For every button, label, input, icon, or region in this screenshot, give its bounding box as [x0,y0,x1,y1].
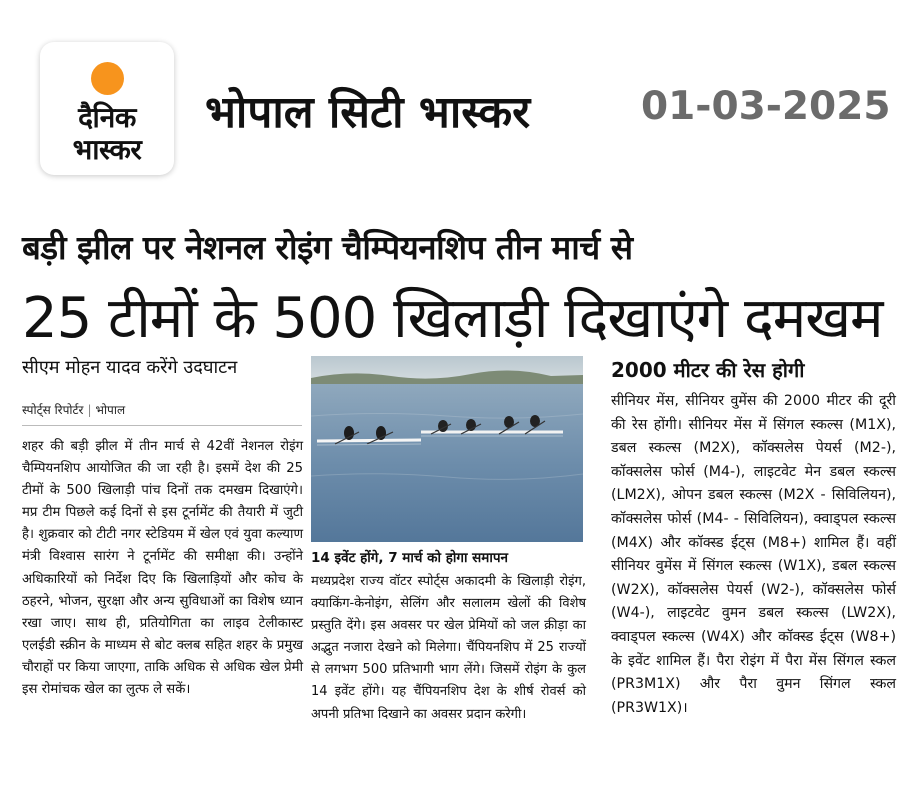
subheadline-events: 14 इवेंट होंगे, 7 मार्च को होगा समापन [311,550,509,566]
article-body-column-3: सीनियर मेंस, सीनियर वुमेंस की 2000 मीटर की दूरी की रेस होंगी। सीनियर मेंस में सिंगल स्कल्स (M1X), डबल स्कल्स (M2X), कॉक्सलेस पेयर्स (M2-), कॉक्सलेस फोर्स (M4-), लाइटवेट मेन डबल स्कल्स (LM2X), ओपन डबल स्कल्स (M2X - सिविलियन), कॉक्सलेस फोर्स (M4- - सिविलियन), क्वाड्पल स्कल्स (M4X) और कॉक्स्ड ईट्स (M8+) शामिल हैं। वहीं सीनियर वुमेंस में सिंगल स्कल्स (W1X), डबल स्कल्स (W2X), कॉक्सलेस पेयर्स (W2-), कॉक्सलेस फोर्स (W4-), लाइटवेट वुमन डबल स्कल्स (LW2X), क्वाड्पल स्कल्स (W4X) और कॉक्स्ड ईट्स (W8+) के इवेंट शामिल हैं। पैरा रोइंग में पैरा मेंस सिंगल स्कल (PR3M1X) और पैरा वुमन सिंगल स्कल (PR3W1X)। [611,393,896,716]
dainik-bhaskar-logo [40,42,174,175]
article-headline: 25 टीमों के 500 खिलाड़ी दिखाएंगे दमखम [22,286,883,351]
article-kicker: बड़ी झील पर नेशनल रोइंग चैम्पियनशिप तीन मार्च से [22,228,633,267]
article-body-column-1: शहर की बड़ी झील में तीन मार्च से 42वीं नेशनल रोइंग चैम्पियनशिप आयोजित की जा रही है। इसमें देश की 25 टीमों के 500 खिलाड़ी पांच दिनों तक दमखम दिखाएंगे। मप्र टीम पिछले कई दिनों से इस टूर्नामेंट की तैयारी में जुटी है। शुक्रवार को टीटी नगर स्टेडियम में खेल एवं युवा कल्याण मंत्री विश्वास सारंग ने टूर्नामेंट की समीक्षा की। उन्होंने अधिकारियों को निर्देश दिए कि खिलाड़ियों और कोच के ठहरने, भोजन, सुरक्षा और अन्य सुविधाओं का विशेष ध्यान रखा जाए। साथ ही, प्रतियोगिता का लाइव टेलीकास्ट एलईडी स्क्रीन के माध्यम से बोट क्लब सहित शहर के प्रमुख चौराहों पर किया जाएगा, ताकि अधिक से अधिक खेल प्रेमी इस रोमांचक खेल का लुत्फ ले सकें। [22,439,303,698]
byline-author: स्पोर्ट्स रिपोर्टर [22,403,84,417]
column-divider [22,425,302,426]
subheadline-right: 2000 मीटर की रेस होगी [611,358,805,382]
edition-title: भोपाल सिटी भास्कर [205,87,531,138]
logo-sun-icon [91,62,124,95]
byline [22,401,125,418]
rowing-photo [311,356,583,542]
byline-separator: | [87,403,92,417]
logo-text-line1: दैनिक [78,101,136,134]
rowing-photo-image [311,356,583,542]
article-body-column-2: मध्यप्रदेश राज्य वॉटर स्पोर्ट्स अकादमी के खिलाड़ी रोइंग, क्याकिंग-केनोइंग, सेलिंग और सलालम खेलों की विशेष प्रस्तुति देंगे। इस अवसर पर खेल प्रेमियों को जल क्रीड़ा का अद्भुत नजारा देखने को मिलेगा। चैंपियनशिप में 25 राज्यों से लगभग 500 प्रतिभागी भाग लेंगे। जिसमें रोइंग के कुल 14 इवेंट होंगे। यह चैंपियनशिप देश के शीर्ष रोवर्स को अपनी प्रतिभा दिखाने का अवसर प्रदान करेगी। [311,574,586,722]
logo-text-line2: भास्कर [72,133,142,166]
byline-location: भोपाल [95,403,126,417]
subheadline-left: सीएम मोहन यादव करेंगे उदघाटन [22,357,238,378]
edition-date: 01-03-2025 [641,84,891,129]
